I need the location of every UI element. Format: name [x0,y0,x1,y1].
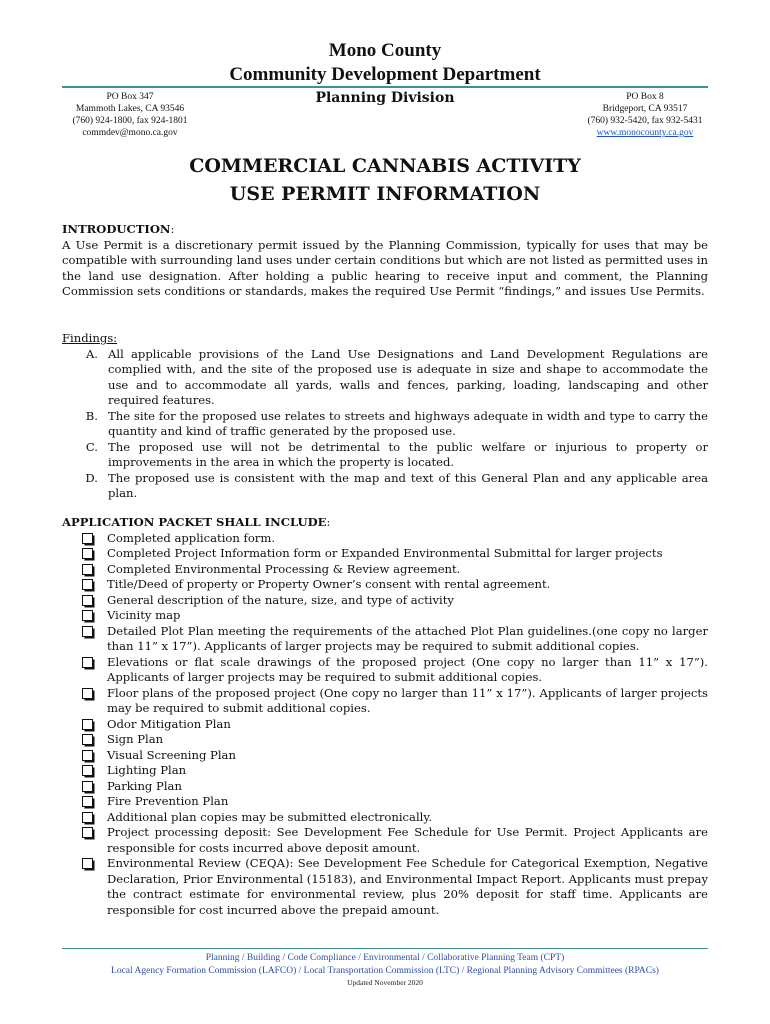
finding-item [62,440,708,471]
checklist-item [82,825,708,856]
checklist-item-text: General description of the nature, size, and type of activity [107,592,454,607]
checklist-item [82,577,708,593]
checkbox[interactable] [82,533,93,544]
checklist-item [82,562,708,578]
application-packet-section [62,515,708,918]
checklist-item-text: Fire Prevention Plan [107,794,229,808]
checkbox[interactable] [82,579,93,590]
checklist-item-text: Completed Project Information form or Expanded Environmental Submittal for larger projects [107,546,663,560]
checkbox[interactable] [82,781,93,792]
finding-letter: B. [85,408,98,423]
checklist-item [82,732,708,748]
checklist-item [82,531,708,547]
finding-item [62,347,708,409]
finding-item [62,471,708,502]
checklist-item [82,593,708,609]
left-address-line: commdev@mono.ca.gov [82,128,178,138]
checklist-item [82,810,708,826]
checkbox[interactable] [82,688,93,699]
checklist-item-text: Title/Deed of property or Property Owner’s consent with rental agreement. [107,577,551,591]
introduction-text: A Use Permit is a discretionary permit issued by the Planning Commission, typically for uses that may be compatible with surrounding land uses under certain conditions but which are not listed as permitted uses in the land use designation. After holding a public hearing to receive input and comment, the Planning Commission sets conditions or standards, makes the required Use Permit “findings,” and issues Use Permits. [62,237,708,298]
checklist-item [82,655,708,686]
packet-colon: : [326,515,331,529]
checkbox[interactable] [82,827,93,838]
introduction-section [62,222,708,300]
checklist-item [82,608,708,624]
checklist-item-text: Lighting Plan [107,763,187,777]
finding-letter: C. [85,439,98,454]
left-address-line: (760) 924-1800, fax 924-1801 [72,116,188,126]
title-line-1: COMMERCIAL CANNABIS ACTIVITY [189,155,581,177]
checklist-item-text: Completed application form. [107,530,276,545]
finding-text: The proposed use will not be detrimental to the public welfare or injurious to property or improvements in the area in which the property is located. [108,439,708,469]
introduction-colon: : [170,222,175,236]
checklist-item-text: Elevations or flat scale drawings of the proposed project (One copy no larger than 11” x 17”). Applicants of larger projects may be required to submit additional copies. [107,654,708,684]
finding-text: All applicable provisions of the Land Use Designations and Land Development Regulations are complied with, and the site of the proposed use is adequate in size and shape to accommodate the use and to accommodate all yards, walls and fences, parking, loading, landscaping and other required features. [108,346,708,407]
checkbox[interactable] [82,610,93,621]
checklist-item-text: Completed Environmental Processing & Review agreement. [107,561,461,576]
checklist-item [82,546,708,562]
header-rule [62,86,708,88]
finding-letter: D. [85,470,98,485]
checklist-item [82,794,708,810]
checklist-item-text: Parking Plan [107,778,182,793]
footer-rule [62,948,708,949]
checklist-item-text: Floor plans of the proposed project (One copy no larger than 11” x 17”). Applicants of larger projects may be required to submit additional copies. [107,685,708,715]
checkbox[interactable] [82,657,93,668]
updated-date: Updated November 2020 [347,978,423,987]
footer-line-2: Local Agency Formation Commission (LAFCO) / Local Transportation Commission (LTC) / Regional Planning Advisory Committees (RPACs) [111,966,659,976]
checkbox[interactable] [82,812,93,823]
checklist-item-text: Environmental Review (CEQA): See Development Fee Schedule for Categorical Exemption, Negative Declaration, Prior Environmental (15183), and Environmental Impact Report. Applicants must prepay the contract estimate for environmental review, plus 20% deposit for staff time. Applicants are responsible for cost incurred above the prepaid amount. [107,856,708,917]
checkbox[interactable] [82,719,93,730]
checklist-item-text: Vicinity map [107,608,181,622]
checklist-item-text: Detailed Plot Plan meeting the requirements of the attached Plot Plan guidelines.(one copy no larger than 11” x 17”). Applicants of larger projects may be required to submit additional copies. [107,623,708,653]
right-address-line: PO Box 8 [626,92,664,102]
document-title [0,152,770,208]
checklist-item [82,856,708,918]
checkbox[interactable] [82,734,93,745]
checklist-item-text: Additional plan copies may be submitted electronically. [107,809,433,824]
checklist-item [82,717,708,733]
checklist-item [82,763,708,779]
right-address-line: (760) 932-5420, fax 932-5431 [587,116,703,126]
checkbox[interactable] [82,626,93,637]
right-address-block [570,91,720,139]
checkbox[interactable] [82,796,93,807]
finding-text: The site for the proposed use relates to streets and highways adequate in width and type to carry the quantity and kind of traffic generated by the proposed use. [108,408,708,438]
finding-item [62,409,708,440]
checkbox[interactable] [82,858,93,869]
finding-letter: A. [85,346,98,361]
checkbox[interactable] [82,750,93,761]
checkbox[interactable] [82,548,93,559]
checklist-item-text: Odor Mitigation Plan [107,716,231,731]
title-line-2: USE PERMIT INFORMATION [229,183,541,205]
right-address-line: Bridgeport, CA 93517 [602,104,688,114]
checklist-item [82,624,708,655]
findings-heading: Findings: [62,331,118,345]
findings-section [62,331,708,502]
checklist-item-text: Project processing deposit: See Development Fee Schedule for Use Permit. Project Applicants are responsible for costs incurred above deposit amount. [107,825,708,855]
checklist-item-text: Sign Plan [107,732,164,746]
county-name: Mono County [328,40,442,61]
checkbox[interactable] [82,564,93,575]
checkbox[interactable] [82,765,93,776]
checkbox[interactable] [82,595,93,606]
checklist-item [82,686,708,717]
division-name: Planning Division [315,90,455,106]
checklist-item [82,748,708,764]
introduction-heading: INTRODUCTION [62,222,171,236]
checklist-item [82,779,708,795]
finding-text: The proposed use is consistent with the map and text of this General Plan and any applicable area plan. [108,470,708,500]
packet-heading: APPLICATION PACKET SHALL INCLUDE [62,515,327,529]
website-link[interactable]: www.monocounty.ca.gov [596,128,694,138]
checklist-item-text: Visual Screening Plan [107,747,236,762]
left-address-line: Mammoth Lakes, CA 93546 [75,104,185,114]
department-name: Community Development Department [229,64,541,85]
left-address-line: PO Box 347 [106,92,154,102]
footer-line-1: Planning / Building / Code Compliance / Environmental / Collaborative Planning Team (CPT) [205,953,565,963]
